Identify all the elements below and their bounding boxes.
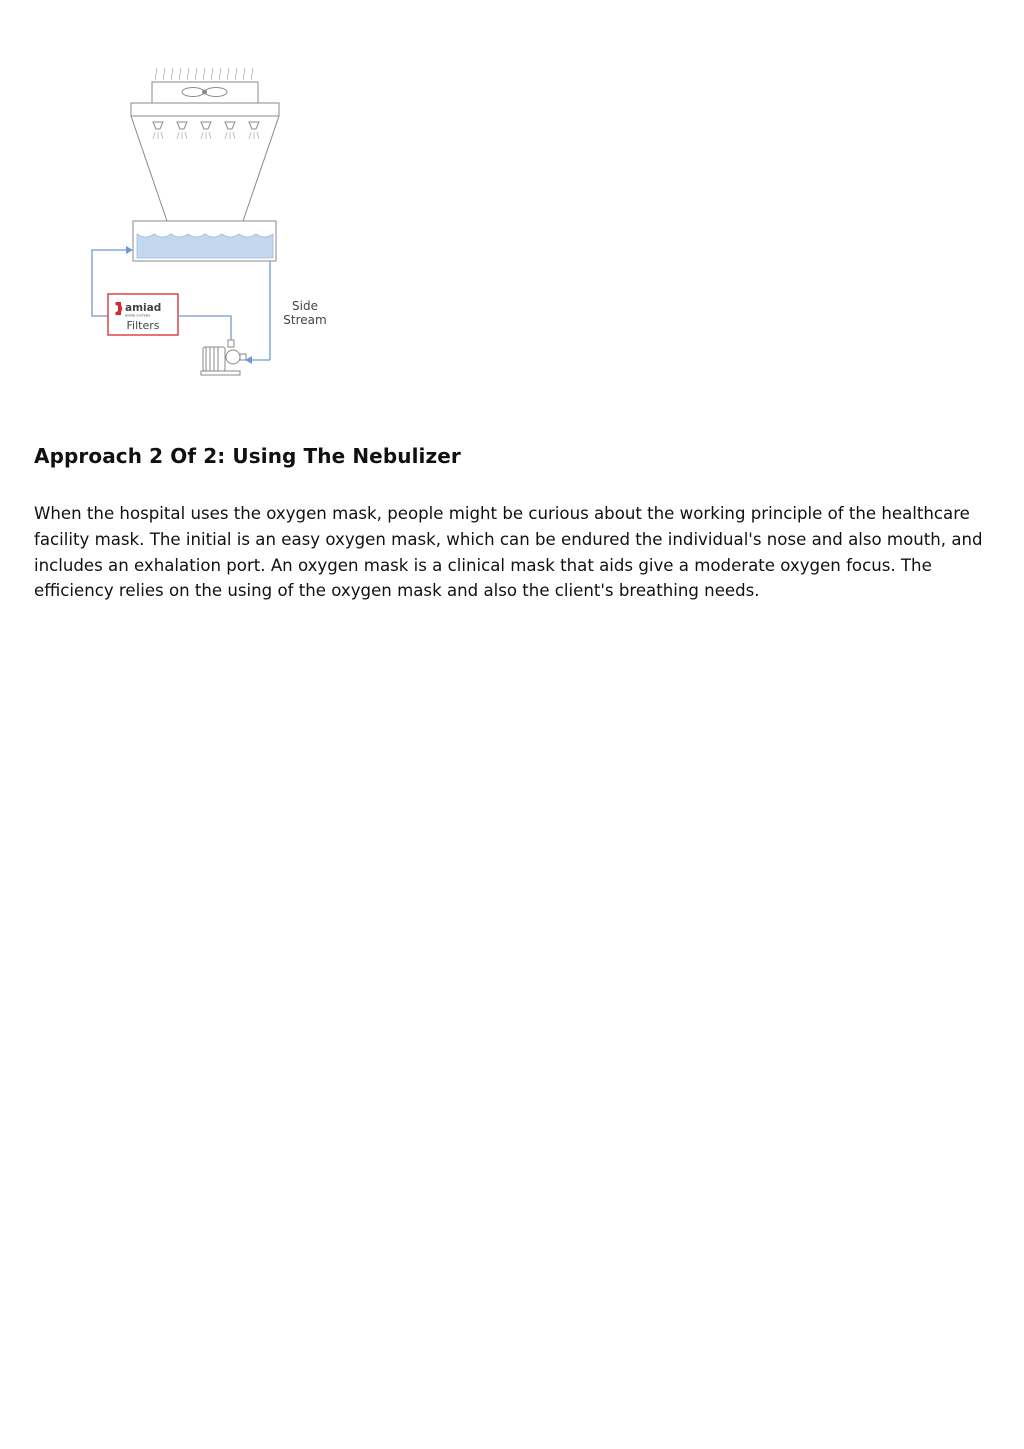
filters-label: Filters — [126, 319, 160, 332]
pump-to-filter-pipe — [179, 316, 231, 340]
body-paragraph: When the hospital uses the oxygen mask, people might be curious about the working principle of the healthcare facility mask. The initial is an easy oxygen mask, which can be endured the individual's nose and also mouth, and includes an exhalation port. An oxygen mask is a clinical mask that aids give a moderate oxygen focus. The efficiency relies on the using of the oxygen mask and also the client's breathing needs. — [34, 504, 983, 601]
cooling-tower-diagram — [80, 60, 360, 390]
tower-body — [131, 103, 279, 221]
brand-name: amiad — [125, 302, 162, 314]
basin-inlet-arrow — [126, 246, 133, 254]
steam-wisps — [155, 68, 253, 80]
side-label: Side — [292, 299, 318, 313]
brand-tagline: WATER SYSTEMS — [125, 313, 151, 318]
section-heading: Approach 2 Of 2: Using The Nebulizer — [34, 444, 461, 468]
stream-label: Stream — [283, 313, 327, 327]
pump-icon — [201, 340, 246, 375]
basin-water — [137, 234, 273, 258]
